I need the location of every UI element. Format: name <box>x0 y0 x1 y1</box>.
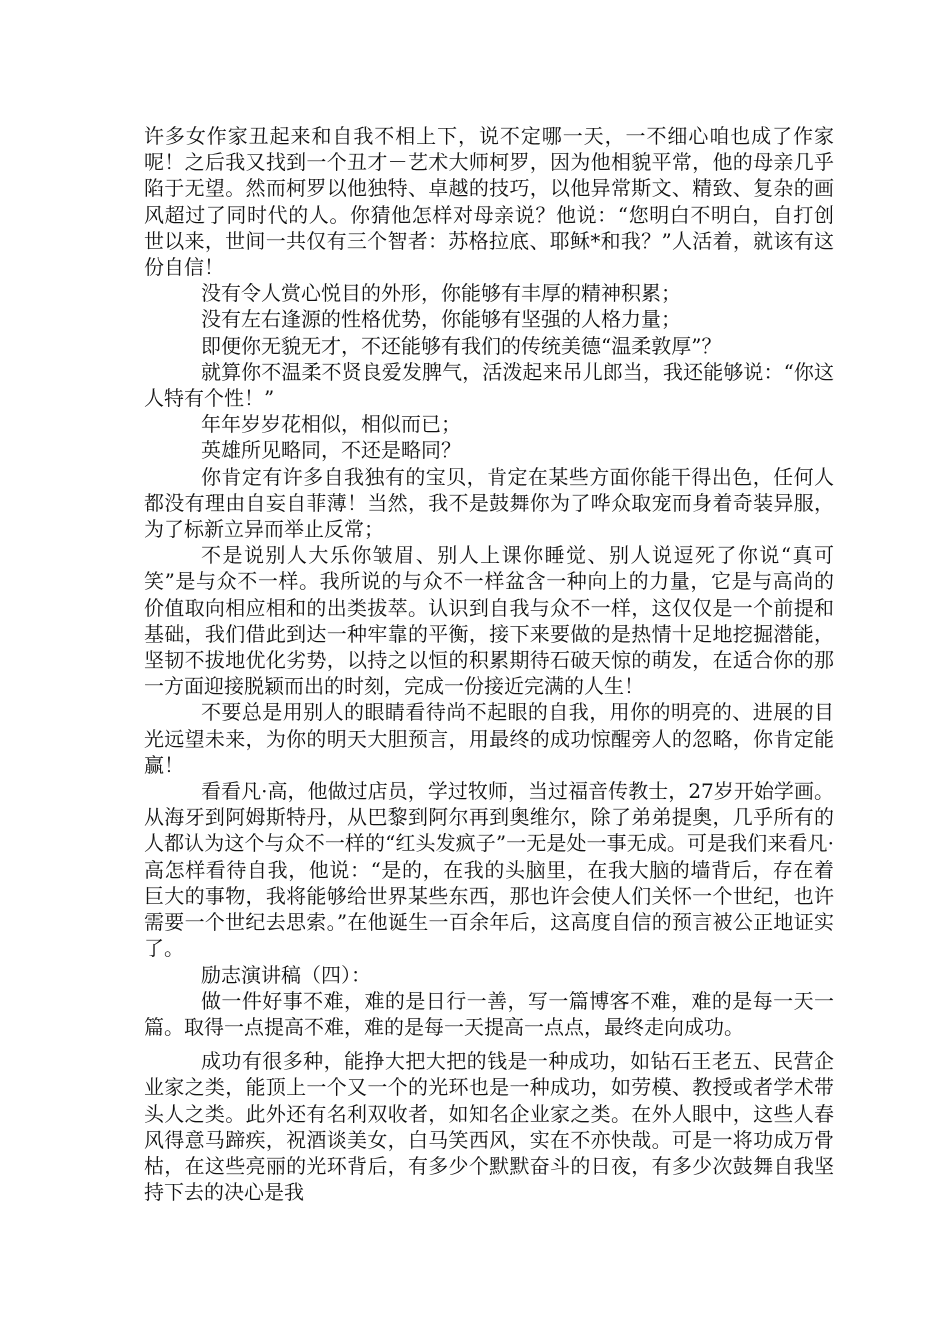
paragraph-11: 看看凡·高，他做过店员，学过牧师，当过福音传教士，27岁开始学画。从海牙到阿姆斯特丹，从巴黎到阿尔再到奥维尔，除了弟弟提奥，几乎所有的人都认为这个与众不一样的“红头发疯子”一无是处一事无成。可是我们来看凡·高怎样看待自我，他说：“是的，在我的头脑里，在我大脑的墙背后，存在着巨大的事物，我将能够给世界某些东西，那也许会使人们关怀一个世纪，也许需要一个世纪去思索。”在他诞生一百余年后，这高度自信的预言被公正地证实了。 <box>144 779 834 961</box>
paragraph-7: 英雄所见略同，不还是略同？ <box>201 438 461 463</box>
paragraph-13: 成功有很多种，能挣大把大把的钱是一种成功，如钻石王老五、民营企业家之类，能顶上一个又一个的光环也是一种成功，如劳模、教授或者学术带头人之类。此外还有名利双收者，如知名企业家之类。在外人眼中，这些人春风得意马蹄疾，祝酒谈美女，白马笑西风，实在不亦快哉。可是一将功成万骨枯，在这些亮丽的光环背后，有多少个默默奋斗的日夜，有多少次鼓舞自我坚持下去的决心是我 <box>144 1049 834 1205</box>
paragraph-5: 就算你不温柔不贤良爱发脾气，活泼起来吊儿郎当，我还能够说：“你这人特有个性！” <box>144 359 834 411</box>
document-body <box>144 123 834 1205</box>
section-heading: 励志演讲稿（四）： <box>201 962 371 987</box>
paragraph-4: 即便你无貌无才，不还能够有我们的传统美德“温柔敦厚”？ <box>201 333 722 358</box>
paragraph-9: 不是说别人大乐你皱眉、别人上课你睡觉、别人说逗死了你说“真可笑”是与众不一样。我所说的与众不一样盆含一种向上的力量，它是与高尚的价值取向相应相和的出类拔萃。认识到自我与众不一样，这仅仅是一个前提和基础，我们借此到达一种牢靠的平衡，接下来要做的是热情十足地挖掘潜能，坚韧不拔地优化劣势，以持之以恒的积累期待石破天惊的萌发，在适合你的那一方面迎接脱颖而出的时刻，完成一份接近完满的人生！ <box>144 543 834 699</box>
paragraph-8: 你肯定有许多自我独有的宝贝，肯定在某些方面你能干得出色，任何人都没有理由自妄自菲薄！当然，我不是鼓舞你为了哗众取宠而身着奇装异服，为了标新立异而举止反常； <box>144 464 834 542</box>
paragraph-12: 做一件好事不难，难的是日行一善，写一篇博客不难，难的是每一天一篇。取得一点提高不难，难的是每一天提高一点点，最终走向成功。 <box>144 988 834 1039</box>
paragraph-1: 许多女作家丑起来和自我不相上下，说不定哪一天，一不细心咱也成了作家呢！之后我又找到一个丑才－艺术大师柯罗，因为他相貌平常，他的母亲几乎陷于无望。然而柯罗以他独特、卓越的技巧，以他异常斯文、精致、复杂的画风超过了同时代的人。你猜他怎样对母亲说？他说：“您明白不明白，自打创世以来，世间一共仅有三个智者：苏格拉底、耶稣*和我？”人活着，就该有这份自信！ <box>144 124 834 280</box>
paragraph-3: 没有左右逢源的性格优势，你能够有坚强的人格力量； <box>201 307 681 332</box>
paragraph-6: 年年岁岁花相似，相似而已； <box>201 412 461 437</box>
paragraph-10: 不要总是用别人的眼睛看待尚不起眼的自我，用你的明亮的、进展的目光远望未来，为你的明天大胆预言，用最终的成功惊醒旁人的忽略，你肯定能赢！ <box>144 700 834 777</box>
paragraph-2: 没有令人赏心悦目的外形，你能够有丰厚的精神积累； <box>201 281 681 306</box>
